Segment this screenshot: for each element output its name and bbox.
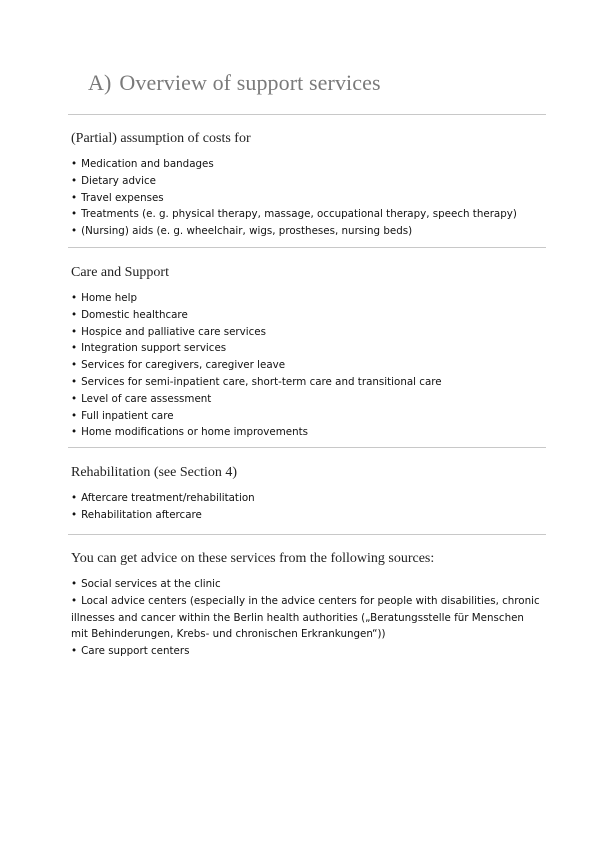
list-item: [71, 576, 546, 593]
list-item-text: Medication and bandages: [81, 158, 214, 170]
bullet-list: [71, 156, 546, 240]
list-item: [71, 374, 546, 391]
section-heading: Rehabilitation (see Section 4): [71, 465, 238, 480]
list-item: [71, 173, 546, 190]
list-item-text: Treatments (e. g. physical therapy, massage, occupational therapy, speech therapy): [81, 208, 517, 221]
list-item-text: Home help: [81, 292, 138, 304]
divider: [68, 114, 546, 115]
list-item-text: Level of care assessment: [81, 392, 212, 405]
bullet-mark: •: [71, 342, 78, 355]
list-item-text: Services for caregivers, caregiver leave: [81, 359, 286, 372]
list-item-text: Home modifications or home improvements: [81, 426, 309, 439]
list-item: [71, 307, 546, 324]
divider: [68, 534, 546, 535]
list-item-text: Integration support services: [81, 342, 227, 355]
bullet-mark: •: [71, 208, 78, 221]
list-item: [71, 391, 546, 408]
list-item: [71, 643, 546, 660]
list-item-text: Rehabilitation aftercare: [81, 508, 202, 521]
list-item-text: (Nursing) aids (e. g. wheelchair, wigs, prostheses, nursing beds): [81, 225, 413, 238]
list-item-text: Dietary advice: [81, 174, 156, 187]
list-item: [71, 223, 546, 240]
list-item-text: Services for semi-inpatient care, short-term care and transitional care: [81, 375, 442, 388]
section-heading: (Partial) assumption of costs for: [71, 131, 251, 146]
bullet-mark: •: [71, 645, 78, 658]
divider: [68, 447, 546, 448]
bullet-mark: •: [71, 325, 78, 338]
bullet-mark: •: [71, 392, 78, 405]
page-title: [88, 70, 381, 96]
bullet-mark: •: [71, 594, 78, 607]
list-item-text: Domestic healthcare: [81, 308, 188, 321]
list-item: [71, 408, 546, 425]
list-item: [71, 156, 546, 173]
list-item: [71, 593, 541, 643]
list-item: [71, 490, 546, 507]
bullet-mark: •: [71, 158, 78, 170]
bullet-mark: •: [71, 308, 78, 321]
list-item: [71, 324, 546, 341]
section-heading: You can get advice on these services from the following sources:: [71, 551, 435, 566]
list-item-text: Social services at the clinic: [81, 578, 221, 590]
bullet-mark: •: [71, 292, 78, 304]
list-item: [71, 357, 546, 374]
list-item: [71, 206, 546, 223]
list-item-text: Travel expenses: [81, 191, 164, 204]
list-item-text: Aftercare treatment/rehabilitation: [81, 492, 255, 504]
title-text: Overview of support services: [119, 70, 381, 95]
bullet-mark: •: [71, 375, 78, 388]
bullet-mark: •: [71, 492, 78, 504]
section-heading: Care and Support: [71, 265, 169, 280]
bullet-list: [71, 576, 546, 660]
list-item: [71, 290, 546, 307]
bullet-mark: •: [71, 426, 78, 439]
section-rehabilitation: [71, 464, 546, 524]
list-item-text: Hospice and palliative care services: [81, 325, 266, 338]
bullet-mark: •: [71, 225, 78, 238]
bullet-mark: •: [71, 359, 78, 372]
bullet-list: [71, 290, 546, 441]
list-item: [71, 340, 546, 357]
title-number: A): [88, 70, 112, 95]
section-cost-assumption: [71, 130, 546, 240]
bullet-mark: •: [71, 174, 78, 187]
list-item: [71, 190, 546, 207]
list-item-text: Care support centers: [81, 645, 190, 658]
bullet-mark: •: [71, 409, 78, 422]
list-item-text: Full inpatient care: [81, 409, 174, 422]
bullet-mark: •: [71, 578, 78, 590]
list-item-text: Local advice centers (especially in the advice centers for people with disabilities, chronic illnesses and cancer within the Berlin health authorities („Beratungsstelle für Menschen mit Behinderungen, Krebs- und chronischen Erkrankungen“)): [71, 594, 540, 641]
bullet-list: [71, 490, 546, 524]
list-item: [71, 507, 546, 524]
section-care-support: [71, 264, 546, 441]
divider: [68, 247, 546, 248]
bullet-mark: •: [71, 191, 78, 204]
section-advice-sources: [71, 550, 546, 660]
list-item: [71, 424, 546, 441]
bullet-mark: •: [71, 508, 78, 521]
